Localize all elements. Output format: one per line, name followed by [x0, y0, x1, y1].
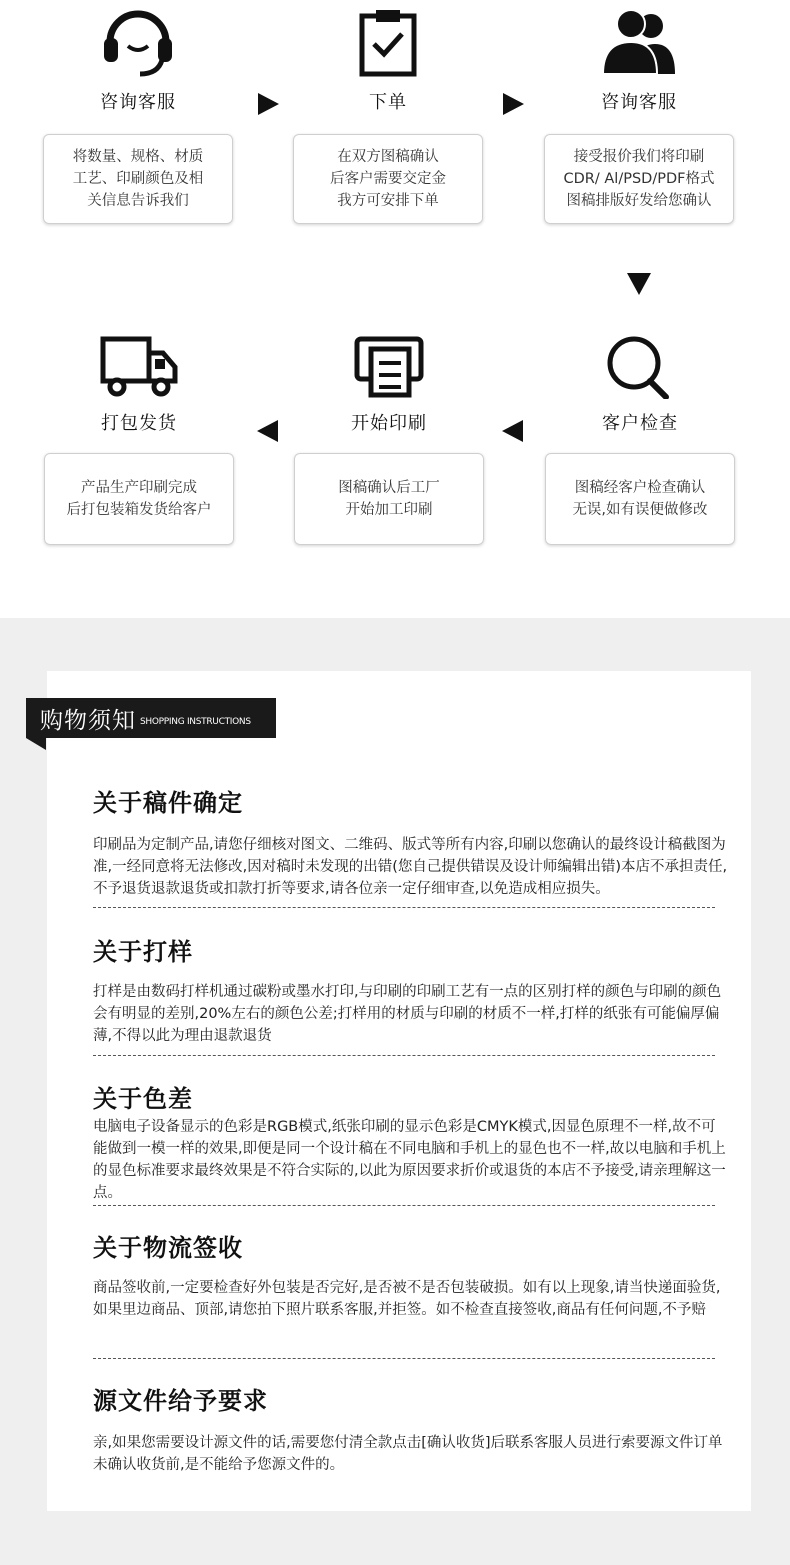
flow-step-consult [43, 6, 233, 224]
section-text: 打样是由数码打样机通过碳粉或墨水打印,与印刷的印刷工艺有一点的区别打样的颜色与印刷的颜色会有明显的差别,20%左右的颜色公差;打样用的材质与印刷的材质不一样,打样的纸张有可能偏厚偏薄,不得以此为理由退款退货 [93, 984, 722, 1044]
step-title: 开始印刷 [351, 413, 427, 434]
desc-line: 接受报价我们将印刷 [573, 149, 705, 165]
arrow-left-icon [502, 420, 523, 442]
banner-title: 购物须知 [40, 707, 136, 734]
arrow-down-icon [627, 273, 651, 295]
section-proofing [93, 932, 729, 1047]
divider [93, 1205, 715, 1206]
flow-step-order [293, 6, 483, 224]
section-title: 关于物流签收 [93, 1234, 243, 1262]
step-description [544, 134, 734, 224]
notice-banner [26, 698, 276, 738]
section-text: 电脑电子设备显示的色彩是RGB模式,纸张印刷的显示色彩是CMYK模式,因显色原理不一样,故不可能做到一模一样的效果,即便是同一个设计稿在不同电脑和手机上的显色也不一样,故以电脑和手机上的显色标准要求最终效果是不符合实际的,以此为原因要求折价或退货的本店不予接受,请亲理解这一点。 [93, 1119, 726, 1201]
desc-line: 图稿确认后工厂 [338, 480, 440, 496]
step-description [293, 134, 483, 224]
banner-fold [26, 738, 46, 750]
banner-subtitle: SHOPPING INSTRUCTIONS [140, 717, 251, 727]
desc-line: 后打包装箱发货给客户 [66, 502, 212, 518]
headset-icon [100, 6, 176, 78]
desc-line: 工艺、印刷颜色及相 [72, 171, 204, 187]
section-text: 印刷品为定制产品,请您仔细核对图文、二维码、版式等所有内容,印刷以您确认的最终设计稿截图为准,一经同意将无法修改,因对稿时未发现的出错(您自己提供错误及设计师编辑出错)本店不承担责任,不予退货退款退货或扣款打折等要求,请各位亲一定仔细审查,以免造成相应损失。 [93, 837, 728, 897]
desc-line: 图稿经客户检查确认 [574, 480, 706, 496]
section-text: 商品签收前,一定要检查好外包装是否完好,是否被不是否包装破损。如有以上现象,请当快递面验货,如果里边商品、顶部,请您拍下照片联系客服,并拒签。如不检查直接签收,商品有任何问题,不予赔 [93, 1280, 721, 1318]
desc-line: 产品生产印刷完成 [81, 480, 197, 496]
step-title: 客户检查 [602, 413, 678, 434]
desc-line: 在双方图稿确认 [337, 149, 439, 165]
desc-line: 我方可安排下单 [337, 193, 439, 209]
arrow-right-icon [258, 93, 279, 115]
section-title: 关于稿件确定 [93, 789, 243, 817]
clipboard-check-icon [350, 6, 426, 78]
desc-line: CDR/ Al/PSD/PDF格式 [563, 171, 715, 187]
divider [93, 1358, 715, 1359]
desc-line: 无误,如有误便做修改 [572, 502, 708, 518]
step-title: 下单 [369, 92, 407, 113]
printer-icon [351, 333, 427, 399]
desc-line: 关信息告诉我们 [87, 193, 189, 209]
section-color-difference [93, 1079, 729, 1204]
step-title: 咨询客服 [601, 92, 677, 113]
magnifier-icon [602, 333, 678, 399]
section-title: 源文件给予要求 [93, 1387, 268, 1415]
section-text: 亲,如果您需要设计源文件的话,需要您付清全款点击[确认收货]后联系客服人员进行索要源文件订单未确认收货前,是不能给予您源文件的。 [93, 1435, 723, 1473]
divider [93, 907, 715, 908]
divider [93, 1055, 715, 1056]
flow-step-ship [44, 333, 234, 545]
step-description [294, 453, 484, 545]
desc-line: 开始加工印刷 [345, 502, 433, 518]
desc-line: 图稿排版好发给您确认 [566, 193, 712, 209]
step-description [43, 134, 233, 224]
flow-step-check [545, 333, 735, 545]
section-title: 关于打样 [93, 938, 193, 966]
arrow-right-icon [503, 93, 524, 115]
step-description [545, 453, 735, 545]
section-logistics [93, 1228, 729, 1321]
order-flow [0, 0, 790, 618]
users-icon [599, 6, 679, 78]
section-draft-confirm [93, 783, 729, 900]
section-title: 关于色差 [93, 1085, 193, 1113]
step-title: 打包发货 [101, 413, 177, 434]
flow-step-print [294, 333, 484, 545]
flow-step-quote [544, 6, 734, 224]
desc-line: 将数量、规格、材质 [72, 149, 204, 165]
arrow-left-icon [257, 420, 278, 442]
truck-icon [99, 333, 179, 399]
step-title: 咨询客服 [100, 92, 176, 113]
step-description [44, 453, 234, 545]
section-source-files [93, 1381, 729, 1476]
desc-line: 后客户需要交定金 [330, 171, 446, 187]
